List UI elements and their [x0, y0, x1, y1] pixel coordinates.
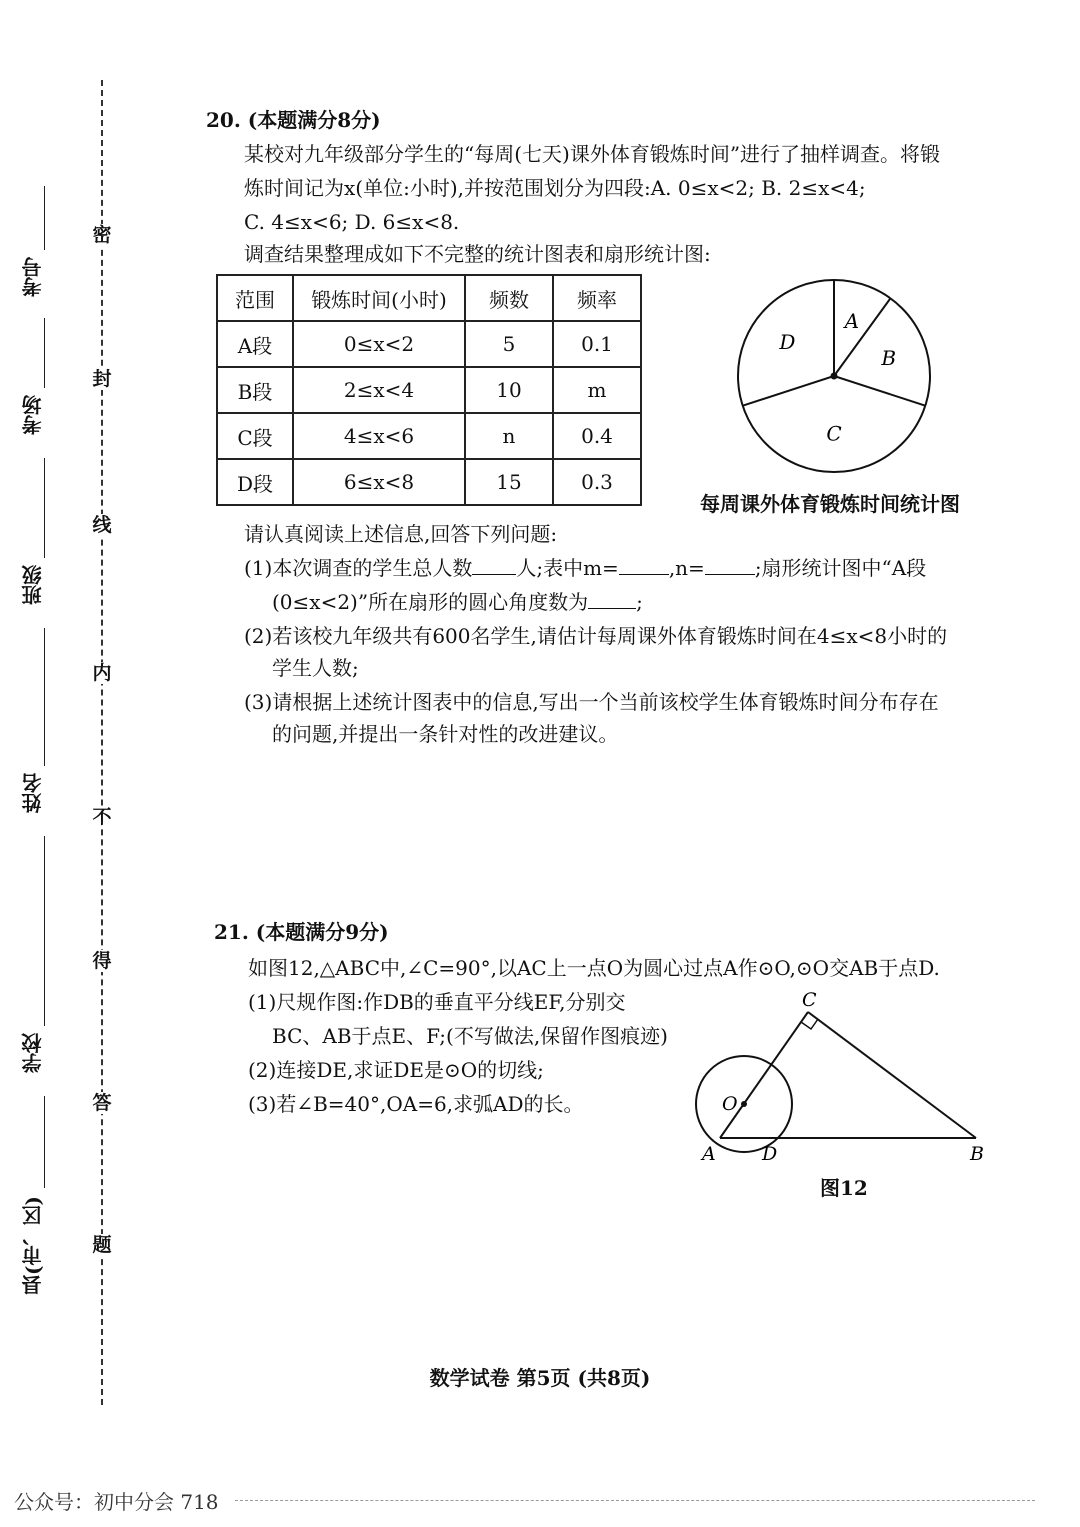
pie-boundary-c [834, 376, 925, 406]
answer-blank-total[interactable] [472, 552, 516, 575]
q20-part2-line2: 学生人数; [272, 656, 359, 680]
q20-stem-line-3: C. 4≤x<6; D. 6≤x<8. [244, 210, 460, 234]
pie-label-a: A [844, 309, 860, 334]
q20-part1-text-f: ; [636, 590, 643, 614]
table-cell: 6≤x<8 [293, 459, 465, 505]
q20-part1-text-d: ;扇形统计图中“A段 [754, 556, 927, 580]
point-o-label: O [722, 1093, 738, 1115]
pie-label-c: C [826, 421, 842, 446]
table-cell: C段 [217, 413, 293, 459]
q21-part2: (2)连接DE,求证DE是⊙O的切线; [248, 1058, 544, 1082]
table-header: 锻炼时间(小时) [293, 275, 465, 321]
table-cell: 10 [465, 367, 553, 413]
q21-part1-line1: (1)尺规作图:作DB的垂直平分线EF,分别交 [248, 990, 626, 1014]
figure-12-caption: 图12 [820, 1176, 868, 1200]
q21-part1-line2: BC、AB于点E、F;(不写做法,保留作图痕迹) [272, 1024, 668, 1048]
table-header: 频数 [465, 275, 553, 321]
table-row [217, 321, 641, 367]
point-o-dot [741, 1101, 747, 1107]
line-class [44, 458, 45, 558]
answer-blank-n[interactable] [705, 552, 755, 575]
table-row [217, 367, 641, 413]
q20-part1-text-c: ,n= [668, 556, 705, 580]
watermark-text: 公众号：初中分会 718 [14, 1490, 219, 1514]
table-cell: 0.1 [553, 321, 641, 367]
line-county [44, 1096, 45, 1188]
label-exam-room: 考场 [21, 395, 45, 435]
seal-char-feng: 封 [89, 368, 115, 390]
q21-header: 21. (本题满分9分) [214, 920, 389, 944]
answer-blank-m[interactable] [619, 552, 669, 575]
seal-dashed-line [101, 80, 103, 1405]
q20-part1-text-b: 人;表中m= [516, 556, 619, 580]
pie-label-d: D [779, 330, 796, 355]
point-d-label: D [762, 1143, 778, 1165]
q20-part3-line1: (3)请根据上述统计图表中的信息,写出一个当前该校学生体育锻炼时间分布存在 [244, 690, 939, 714]
watermark-line [235, 1500, 1035, 1501]
label-class: 班级 [21, 565, 45, 605]
table-header: 范围 [217, 275, 293, 321]
seal-char-nei: 内 [89, 662, 115, 684]
q20-part3-line2: 的问题,并提出一条针对性的改进建议。 [272, 722, 619, 746]
answer-blank-angle[interactable] [588, 586, 636, 609]
table-cell: 0≤x<2 [293, 321, 465, 367]
table-cell: B段 [217, 367, 293, 413]
label-school: 学校 [21, 1033, 45, 1073]
frequency-table [216, 274, 642, 506]
seal-char-ti: 题 [89, 1234, 115, 1256]
point-c-label: C [802, 989, 817, 1011]
q21-stem: 如图12,△ABC中,∠C=90°,以AC上一点O为圆心过点A作⊙O,⊙O交AB于点D. [248, 956, 940, 980]
table-cell: D段 [217, 459, 293, 505]
segment-ac [720, 1012, 808, 1138]
line-name [44, 628, 45, 766]
pie-center-dot [831, 373, 838, 380]
q20-stem-line-2: 炼时间记为x(单位:小时),并按范围划分为四段:A. 0≤x<2; B. 2≤x<4; [244, 176, 866, 200]
q20-header: 20. (本题满分8分) [206, 108, 381, 132]
table-cell: n [465, 413, 553, 459]
seal-char-da: 答 [89, 1092, 115, 1114]
pie-chart [730, 268, 940, 488]
table-row [217, 413, 641, 459]
point-b-label: B [970, 1143, 984, 1165]
pie-boundary-d [743, 376, 834, 406]
label-county: 县(市、区) [21, 1196, 45, 1296]
point-a-label: A [702, 1143, 716, 1165]
table-cell: 2≤x<4 [293, 367, 465, 413]
label-name: 姓名 [21, 773, 45, 813]
right-angle-mark [801, 1019, 818, 1029]
segment-cb [808, 1012, 976, 1138]
line-exam-number [44, 186, 45, 250]
q21-part3: (3)若∠B=40°,OA=6,求弧AD的长。 [248, 1092, 584, 1116]
figure-12 [690, 988, 990, 1168]
seal-char-bu: 不 [89, 806, 115, 828]
table-cell: A段 [217, 321, 293, 367]
table-cell: 0.3 [553, 459, 641, 505]
table-header: 频率 [553, 275, 641, 321]
table-cell: 15 [465, 459, 553, 505]
q20-part1-line1 [244, 552, 926, 585]
table-cell: m [553, 367, 641, 413]
seal-char-mi: 密 [89, 224, 115, 246]
seal-char-xian: 线 [89, 514, 115, 536]
seal-char-de: 得 [89, 950, 115, 972]
pie-label-b: B [881, 346, 897, 371]
table-cell: 0.4 [553, 413, 641, 459]
q20-part2-line1: (2)若该校九年级共有600名学生,请估计每周课外体育锻炼时间在4≤x<8小时的 [244, 624, 948, 648]
table-row [217, 459, 641, 505]
q20-stem-line-4: 调查结果整理成如下不完整的统计图表和扇形统计图: [244, 242, 711, 266]
line-exam-room [44, 318, 45, 388]
line-school [44, 836, 45, 1026]
table-header-row [217, 275, 641, 321]
label-exam-number: 考号 [21, 257, 45, 297]
q20-part1-text-a: (1)本次调查的学生总人数 [244, 556, 473, 580]
q20-part1-line2 [272, 586, 643, 619]
table-cell: 4≤x<6 [293, 413, 465, 459]
q20-prompt: 请认真阅读上述信息,回答下列问题: [244, 522, 558, 546]
pie-caption: 每周课外体育锻炼时间统计图 [700, 492, 960, 516]
q20-part1-text-e: (0≤x<2)”所在扇形的圆心角度数为 [272, 590, 589, 614]
page-footer: 数学试卷 第5页 (共8页) [429, 1366, 651, 1390]
q20-stem-line-1: 某校对九年级部分学生的“每周(七天)课外体育锻炼时间”进行了抽样调查。将锻 [244, 142, 941, 166]
table-cell: 5 [465, 321, 553, 367]
